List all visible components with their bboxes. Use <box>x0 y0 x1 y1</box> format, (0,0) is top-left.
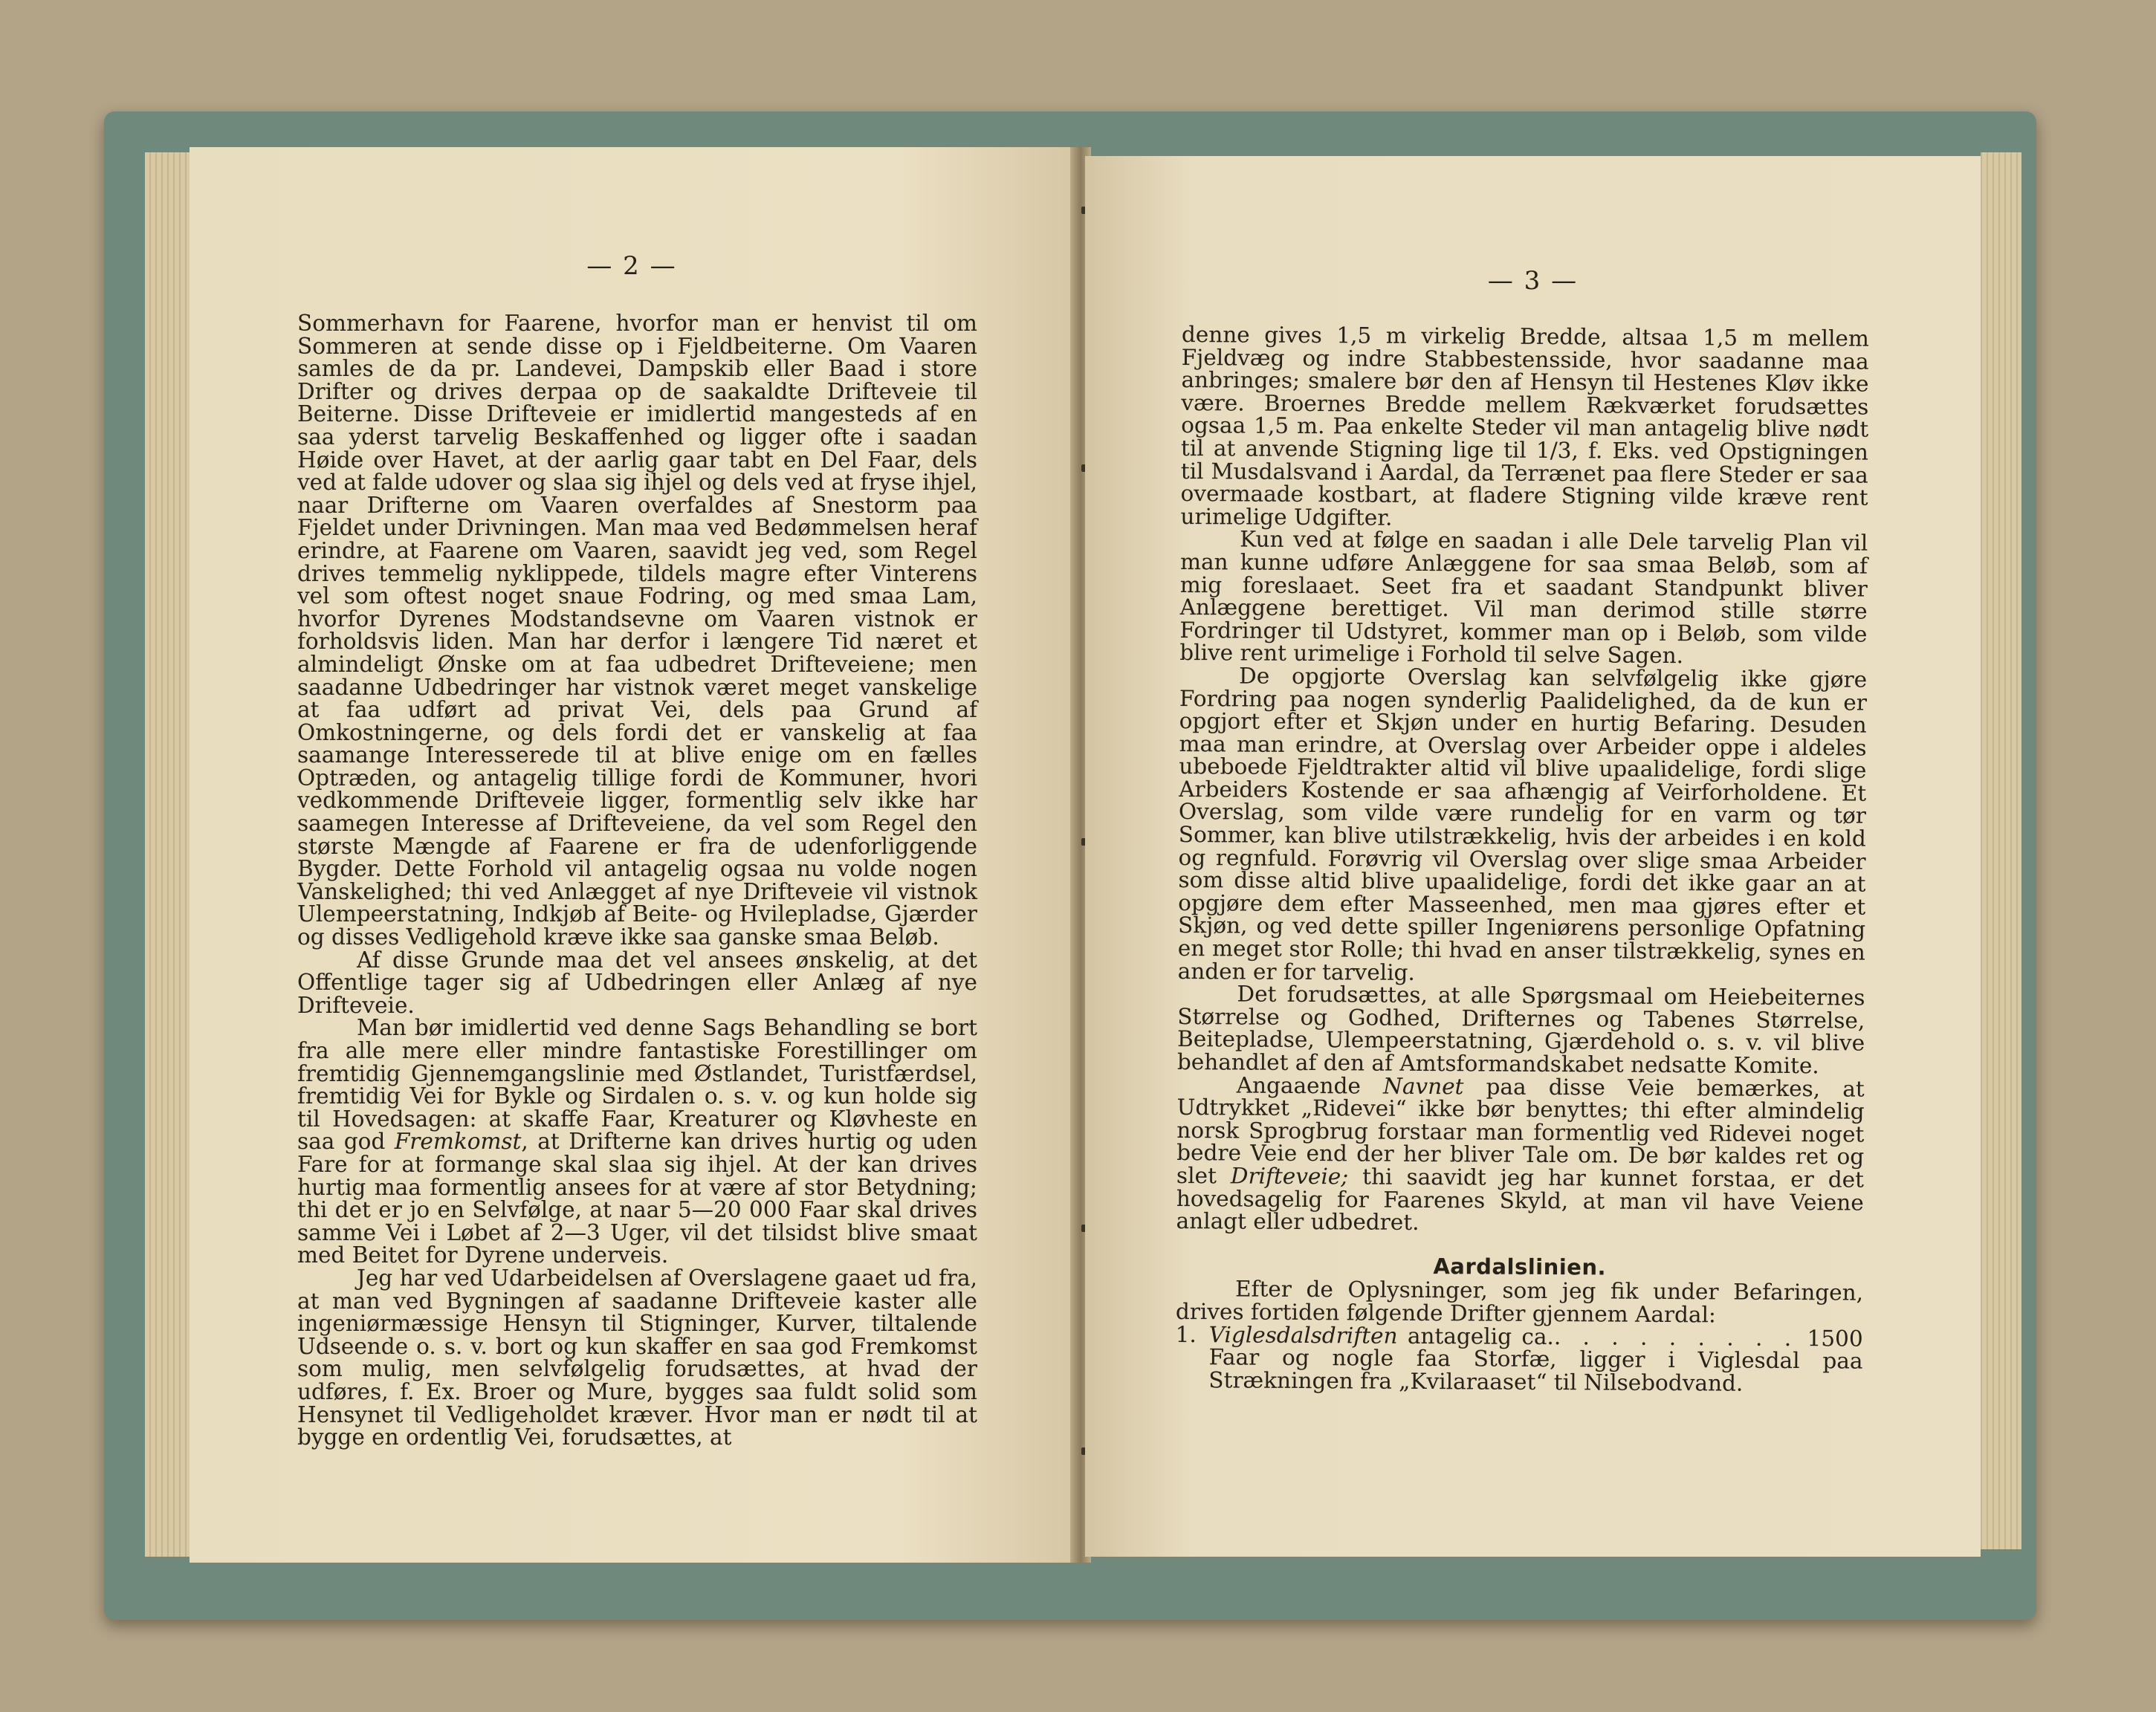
paragraph: Det forudsættes, at alle Spørgsmaal om Heiebeiternes Størrelse og Godhed, Drifternes og Tabenes Størrelse, Beitepladse, Ulempeerstatning, Gjærdehold o. s. v. vil blive behandlet af den af Amtsformandskabet nedsatte Komite. <box>1176 981 1865 1079</box>
list-rest: og nogle faa Storfæ, ligger i Viglesdal paa Strækningen fra „Kvilaraaset“ til Nilsebodvand. <box>1208 1344 1863 1396</box>
left-page-text <box>297 312 977 1449</box>
emphasis-text: Fremkomst <box>394 1129 522 1155</box>
right-page-text <box>1175 323 1869 1395</box>
emphasis-text: Drifteveie; <box>1230 1163 1349 1190</box>
paragraph: Efter de Oplysninger, som jeg fik under Befaringen, drives fortiden følgende Drifter gjennem Aardal: <box>1175 1276 1864 1328</box>
paragraph <box>297 1016 977 1267</box>
list-lead: antagelig ca. <box>1407 1323 1554 1349</box>
emphasis-text: Navnet <box>1382 1073 1464 1099</box>
page-edges-right <box>1981 152 2021 1549</box>
paragraph: Sommerhavn for Faarene, hvorfor man er henvist til om Sommeren at sende disse op i Fjeldbeiterne. Om Vaaren samles de da pr. Landevei, Dampskib eller Baad i store Drifter og drives derpaa op de saakaldte Drifteveie til Beiterne. Disse Drifteveie er imidlertid mangesteds af en saa yderst tarvelig Beskaffenhed og ligger ofte i saadan Høide over Havet, at der aarlig gaar tabt en Del Faar, dels ved at falde udover og slaa sig ihjel og dels ved at fryse ihjel, naar Drifterne om Vaaren overfaldes af Snestorm paa Fjeldet under Drivningen. Man maa ved Bedømmelsen heraf erindre, at Faarene om Vaaren, saavidt jeg ved, som Regel drives temmelig nyklippede, tildels magre efter Vinterens vel som oftest noget snaue Fodring, og med smaa Lam, hvorfor Dyrenes Modstandsevne om Vaaren vistnok er forholdsvis liden. Man har derfor i længere Tid næret et almindeligt Ønske om at faa udbedret Drifteveiene; men saadanne Udbedringer har vistnok været meget vanskelige at faa udført ad privat Vei, dels paa Grund af Omkostningerne, og dels fordi det er vanskelig at faa saamange Interesserede til at blive enige om en fælles Optræden, og antagelig tillige fordi de Kommuner, hvori vedkommende Drifteveie ligger, formentlig selv ikke har saamegen Interesse af Drifteveiene, da vel som Regel den største Mængde af Faarene er fra de udenforliggende Bygder. Dette Forhold vil antagelig ogsaa nu volde nogen Vanskelighed; thi ved Anlægget af nye Drifteveie vil vistnok Ulempeerstatning, Indkjøb af Beite- og Hvilepladse, Gjærder og disses Vedligehold kræve ikke saa ganske smaa Beløb. <box>297 311 977 950</box>
leader-dots: . . . . . . . . . <box>1553 1323 1798 1351</box>
paragraph-text: Angaaende <box>1236 1072 1362 1099</box>
paragraph: Af disse Grunde maa det vel ansees ønskelig, at det Offentlige tager sig af Udbedringen eller Anlæg af nye Drifteveie. <box>297 947 977 1018</box>
paragraph: denne gives 1,5 m virkelig Bredde, altsaa 1,5 m mellem Fjeldvæg og indre Stabbestensside, hvor saadanne maa anbringes; smalere bør den af Hensyn til Hestenes Kløv ikke være. Broernes Bredde mellem Rækværket forudsættes ogsaa 1,5 m. Paa enkelte Steder vil man antagelig blive nødt til at anvende Stigning lige til 1/3, f. Eks. ved Opstigningen til Musdalsvand i Aardal, da Terrænet paa flere Steder er saa overmaade kostbart, at fladere Stigning vilde kræve rent urimelige Udgifter. <box>1180 322 1869 531</box>
paragraph <box>1176 1074 1865 1237</box>
list-body <box>1208 1323 1863 1395</box>
paragraph-text: paa disse Veie bemærkes, at Udtrykket „Ridevei“ ikke bør benyttes; thi efter almindelig norsk Sprogbrug forstaar man formentlig ved Ridevei noget bedre Veie end der her bliver Tale om. De bør kaldes ret og slet <box>1176 1074 1865 1189</box>
list-item <box>1175 1323 1863 1395</box>
page-edges-left <box>145 152 190 1557</box>
page-number: — 3 — <box>1487 266 1579 296</box>
section-heading: Aardalslinien. <box>1433 1253 1607 1280</box>
list-amount: 1500 Faar <box>1208 1325 1863 1370</box>
right-page <box>1085 156 1981 1557</box>
drift-name: Viglesdalsdriften <box>1208 1321 1398 1349</box>
paragraph-text: thi saavidt jeg har kunnet forstaa, er det hovedsagelig for Faarenes Skyld, at man vil have Veiene anlagt eller udbedret. <box>1176 1164 1865 1236</box>
paragraph: De opgjorte Overslag kan selvfølgelig ikke gjøre Fordring paa nogen synderlig Paalidelighed, da de kun er opgjort efter et Skjøn under en hurtig Befaring. Desuden maa man erindre, at Overslag over Arbeider oppe i aldeles ubeboede Fjeldtrakter altid vil blive upaalidelige, fordi slige Arbeiders Kostende er saa afhængig af Veirforholdene. Et Overslag, som vilde være rundelig for en varm og tør Sommer, kan blive utilstrækkelig, hvis der arbeides i en kold og regnfuld. Forøvrig vil Overslag over slige smaa Arbeider som disse altid blive upaalidelige, fordi det ikke gaar an at opgjøre dem efter Masseenhed, men maa gjøres efter et Skjøn, og ved dette spiller Ingeniørens personlige Opfatning en meget stor Rolle; thi hvad en anser tilstrækkelig, synes en anden er for tarvelig. <box>1177 663 1868 985</box>
paragraph-text: Man bør imidlertid ved denne Sags Behandling se bort fra alle mere eller mindre fantastiske Forestillinger om fremtidig Gjennemgangslinie med Østlandet, Turistfærdsel, fremtidig Vei for Bykle og Sirdalen o. s. v. og kun holde sig til Hovedsagen: at skaffe Faar, Kreaturer og Kløvheste en saa god <box>297 1015 977 1155</box>
list-number: 1. <box>1175 1321 1197 1347</box>
page-number: — 2 — <box>586 251 677 281</box>
paragraph: Jeg har ved Udarbeidelsen af Overslagene gaaet ud fra, at man ved Bygningen af saadanne Drifteveie kaster alle ingeniørmæssige Hensyn til Stigninger, Kurver, tiltalende Udseende o. s. v. bort og kun skaffer en saa god Fremkomst som mulig, men selvfølgelig forudsættes, at hvad der udføres, f. Ex. Broer og Mure, bygges saa fuldt solid som Hensynet til Vedligeholdet kræver. Hvor man er nødt til at bygge en ordentlig Vei, forudsættes, at <box>297 1265 977 1450</box>
left-page <box>190 147 1074 1563</box>
paragraph-text: , at Drifterne kan drives hurtig og uden Fare for at formange skal slaa sig ihjel. At der kan drives hurtig maa formentlig ansees for at være af stor Betydning; thi det er jo en Selvfølge, at naar 5—20 000 Faar skal drives samme Vei i Løbet af 2—3 Uger, vil det tilsidst blive smaat med Beitet for Dyrene underveis. <box>297 1129 977 1268</box>
paragraph: Kun ved at følge en saadan i alle Dele tarvelig Plan vil man kunne udføre Anlæggene for saa smaa Beløb, som af mig foreslaaet. Seet fra et saadant Standpunkt bliver Anlæggene berettiget. Vil man derimod stille større Fordringer til Udstyret, kommer man op i Beløb, som vilde blive rent urimelige i Forhold til selve Sagen. <box>1179 526 1868 669</box>
